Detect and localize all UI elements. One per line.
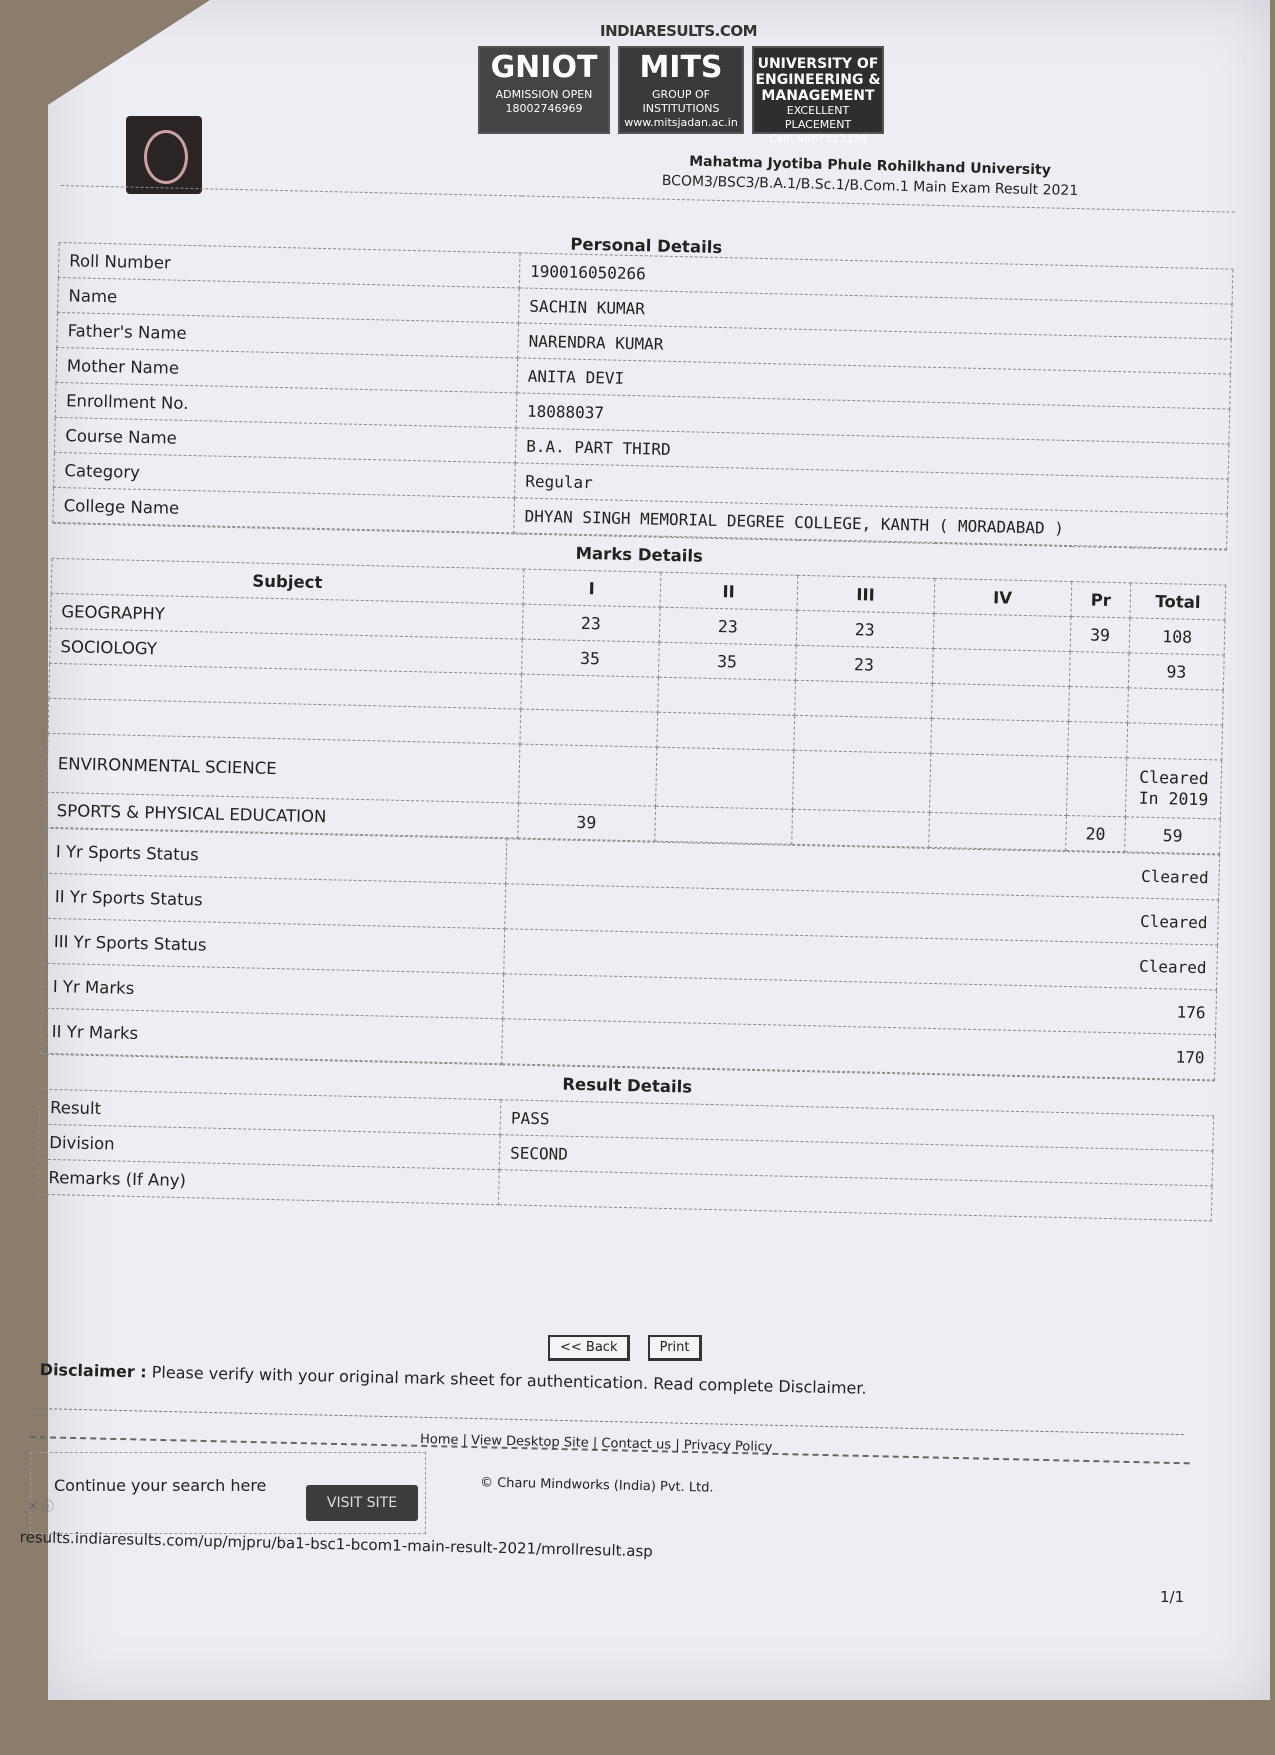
row-label: Result xyxy=(39,1089,501,1134)
column-header: IV xyxy=(934,578,1072,616)
mark-cell: 23 xyxy=(659,607,797,645)
page-url: results.indiaresults.com/up/mjpru/ba1-bsc1-bcom1-main-result-2021/mrollresult.asp xyxy=(19,1528,654,1561)
row-label: Course Name xyxy=(54,417,516,462)
university-seal-icon xyxy=(126,116,202,194)
ad-title: UNIVERSITY OF ENGINEERING & MANAGEMENT xyxy=(755,56,881,104)
status-value: 176 xyxy=(503,974,1217,1035)
disclaimer-text[interactable]: Please verify with your original mark sheet for authentication. Read complete Disclaimer. xyxy=(151,1362,867,1398)
mother-name-value: ANITA DEVI xyxy=(517,358,1231,409)
mark-cell xyxy=(655,747,793,809)
ad-banner-gniot[interactable] xyxy=(478,46,610,134)
ad-line: ADMISSION OPEN xyxy=(495,88,593,101)
ad-banner-mits[interactable] xyxy=(618,46,744,134)
mark-cell xyxy=(933,613,1071,651)
mark-cell: 39 xyxy=(1070,617,1130,653)
row-label: II Yr Sports Status xyxy=(44,873,506,928)
page-number: 1/1 xyxy=(1160,1588,1185,1606)
ad-line: Call: 9887313330 xyxy=(769,132,867,145)
row-label: III Yr Sports Status xyxy=(43,918,505,973)
roll-number-value: 190016050266 xyxy=(519,253,1233,304)
footer-separator: | xyxy=(462,1432,468,1449)
row-label: Enrollment No. xyxy=(55,382,517,427)
status-value: Cleared xyxy=(506,839,1220,900)
mark-cell xyxy=(1068,687,1128,723)
mark-cell xyxy=(928,812,1066,850)
mark-cell: 35 xyxy=(521,639,659,677)
column-header: Pr xyxy=(1071,582,1131,618)
row-label: Father's Name xyxy=(57,312,519,357)
subject-cell: GEOGRAPHY xyxy=(50,593,522,639)
course-value: B.A. PART THIRD xyxy=(515,428,1229,479)
mark-cell xyxy=(657,677,795,715)
subject-cell: ENVIRONMENTAL SCIENCE xyxy=(47,733,520,803)
ad-line: 18002746969 xyxy=(505,102,583,115)
footer-link-desktop[interactable]: View Desktop Site xyxy=(470,1433,589,1451)
row-label: College Name xyxy=(53,487,515,532)
footer-link-privacy[interactable]: Privacy Policy xyxy=(683,1437,773,1455)
result-details-table xyxy=(37,1054,1215,1222)
personal-details-heading: Personal Details xyxy=(59,186,1234,270)
site-title[interactable]: INDIARESULTS.COM xyxy=(600,22,758,40)
mark-cell xyxy=(929,753,1067,815)
copyright: © Charu Mindworks (India) Pvt. Ltd. xyxy=(479,1475,714,1496)
university-name: Mahatma Jyotiba Phule Rohilkhand University xyxy=(688,153,1051,179)
total-cell: 59 xyxy=(1125,817,1220,854)
mark-cell xyxy=(1069,652,1129,688)
mark-cell: 23 xyxy=(796,610,934,648)
marks-details-table xyxy=(45,523,1227,855)
marks-details-heading: Marks Details xyxy=(52,523,1226,585)
row-label: Division xyxy=(38,1124,500,1169)
mark-cell xyxy=(931,683,1069,721)
ad-banner-uem[interactable] xyxy=(752,46,884,145)
column-header: Subject xyxy=(51,558,523,604)
enrollment-value: 18088037 xyxy=(516,393,1230,444)
father-name-value: NARENDRA KUMAR xyxy=(518,323,1232,374)
footer-link-contact[interactable]: Contact us xyxy=(601,1436,672,1453)
mark-cell xyxy=(794,715,932,753)
status-value: Cleared xyxy=(505,884,1219,945)
print-button[interactable]: Print xyxy=(648,1335,703,1361)
result-sheet xyxy=(34,185,1235,1371)
row-label: Category xyxy=(54,452,516,497)
search-ad-text: Continue your search here xyxy=(54,1476,267,1495)
total-cell xyxy=(1128,688,1223,725)
row-label: Roll Number xyxy=(58,242,520,287)
mark-cell: 35 xyxy=(658,642,796,680)
subject-cell: SOCIOLOGY xyxy=(50,628,522,674)
category-value: Regular xyxy=(515,463,1229,514)
row-label: I Yr Marks xyxy=(42,963,504,1018)
disclaimer-label: Disclaimer : xyxy=(39,1360,147,1382)
mark-cell xyxy=(794,680,932,718)
ad-choices-icon[interactable]: ✕ ⓘ xyxy=(28,1499,54,1513)
mark-cell: 20 xyxy=(1065,815,1125,851)
mark-cell xyxy=(1067,722,1127,758)
result-value: PASS xyxy=(500,1100,1214,1151)
total-cell: 93 xyxy=(1129,653,1224,690)
ad-title: GNIOT xyxy=(490,50,598,85)
mark-cell xyxy=(932,648,1070,686)
back-button[interactable]: << Back xyxy=(548,1335,630,1361)
action-buttons xyxy=(548,1335,714,1361)
status-value: Cleared xyxy=(504,929,1218,990)
row-label: I Yr Sports Status xyxy=(45,828,507,883)
row-label: Remarks (If Any) xyxy=(38,1159,500,1204)
mark-cell xyxy=(791,809,929,847)
ad-title: MITS xyxy=(639,50,723,85)
exam-title: BCOM3/BSC3/B.A.1/B.Sc.1/B.Com.1 Main Exam Result 2021 xyxy=(661,172,1079,200)
column-header: II xyxy=(660,572,798,610)
column-header: III xyxy=(797,575,935,613)
college-value: DHYAN SINGH MEMORIAL DEGREE COLLEGE, KANTH ( MORADABAD ) xyxy=(514,498,1228,549)
mark-cell xyxy=(520,709,658,747)
footer-separator: | xyxy=(675,1437,680,1453)
ad-line: EXCELLENT PLACEMENT xyxy=(784,104,852,131)
total-cell: 108 xyxy=(1129,618,1224,655)
mark-cell xyxy=(520,674,658,712)
mark-cell xyxy=(931,718,1069,756)
mark-cell: 39 xyxy=(517,803,655,841)
mark-cell xyxy=(1066,757,1127,817)
column-header: Total xyxy=(1130,583,1225,620)
mark-cell xyxy=(657,712,795,750)
result-details-heading: Result Details xyxy=(40,1054,1214,1116)
row-label: Name xyxy=(58,277,520,322)
total-cell xyxy=(1127,723,1222,760)
status-value: 170 xyxy=(502,1019,1216,1080)
mark-cell: 23 xyxy=(795,645,933,683)
mark-cell xyxy=(518,744,656,806)
column-header: I xyxy=(523,569,661,607)
mark-cell xyxy=(792,750,930,812)
footer-separator: | xyxy=(592,1435,598,1452)
mark-cell xyxy=(654,806,792,844)
total-cell: Cleared In 2019 xyxy=(1126,758,1222,819)
name-value: SACHIN KUMAR xyxy=(518,288,1232,339)
row-label: II Yr Marks xyxy=(41,1008,503,1063)
ad-line: GROUP OF INSTITUTIONS xyxy=(642,88,720,115)
mark-cell: 23 xyxy=(522,604,660,642)
status-table xyxy=(40,828,1220,1081)
ad-line: www.mitsjadan.ac.in xyxy=(624,116,738,129)
division-value: SECOND xyxy=(499,1135,1213,1186)
visit-site-button[interactable]: VISIT SITE xyxy=(306,1485,418,1521)
subject-cell: SPORTS & PHYSICAL EDUCATION xyxy=(46,792,518,838)
row-label: Mother Name xyxy=(56,347,518,392)
personal-details-table xyxy=(52,185,1234,550)
footer-link-home[interactable]: Home xyxy=(419,1432,459,1448)
